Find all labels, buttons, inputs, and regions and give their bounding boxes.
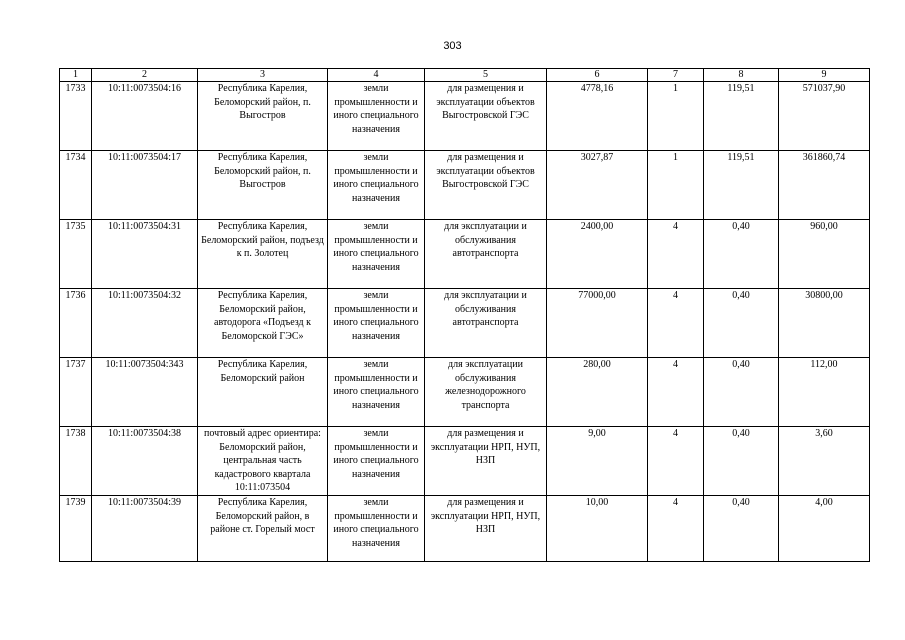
row-number: 1736	[60, 289, 92, 358]
permitted-use-cell: для эксплуатации и обслуживания автотранспорта	[425, 220, 547, 289]
rate-cell: 0,40	[704, 289, 779, 358]
cadastral-number: 10:11:0073504:38	[92, 427, 198, 496]
area-cell: 280,00	[547, 358, 648, 427]
group-cell: 1	[648, 82, 704, 151]
row-number: 1735	[60, 220, 92, 289]
table-row	[60, 289, 870, 358]
table-row	[60, 358, 870, 427]
land-category-cell: земли промышленности и иного специального назначения	[328, 82, 425, 151]
land-category-cell: земли промышленности и иного специального назначения	[328, 220, 425, 289]
value-cell: 960,00	[779, 220, 870, 289]
row-number: 1733	[60, 82, 92, 151]
column-header: 9	[779, 69, 870, 82]
rate-cell: 119,51	[704, 151, 779, 220]
rate-cell: 0,40	[704, 358, 779, 427]
area-cell: 3027,87	[547, 151, 648, 220]
permitted-use-cell: для эксплуатации обслуживания железнодорожного транспорта	[425, 358, 547, 427]
table-row	[60, 427, 870, 496]
column-header: 2	[92, 69, 198, 82]
column-header: 8	[704, 69, 779, 82]
table-row	[60, 220, 870, 289]
cadastral-number: 10:11:0073504:39	[92, 496, 198, 562]
value-cell: 4,00	[779, 496, 870, 562]
address-cell: Республика Карелия, Беломорский район, автодорога «Подъезд к Беломорской ГЭС»	[198, 289, 328, 358]
row-number: 1734	[60, 151, 92, 220]
area-cell: 4778,16	[547, 82, 648, 151]
address-cell: почтовый адрес ориентира: Беломорский район, центральная часть кадастрового квартала 10:11:073504	[198, 427, 328, 496]
column-header: 5	[425, 69, 547, 82]
land-category-cell: земли промышленности и иного специального назначения	[328, 496, 425, 562]
value-cell: 112,00	[779, 358, 870, 427]
rate-cell: 0,40	[704, 496, 779, 562]
group-cell: 1	[648, 151, 704, 220]
land-category-cell: земли промышленности и иного специального назначения	[328, 289, 425, 358]
address-cell: Республика Карелия, Беломорский район, в районе ст. Горелый мост	[198, 496, 328, 562]
area-cell: 77000,00	[547, 289, 648, 358]
land-plots-table	[59, 68, 870, 562]
area-cell: 9,00	[547, 427, 648, 496]
group-cell: 4	[648, 496, 704, 562]
cadastral-number: 10:11:0073504:17	[92, 151, 198, 220]
land-category-cell: земли промышленности и иного специального назначения	[328, 358, 425, 427]
cadastral-number: 10:11:0073504:16	[92, 82, 198, 151]
group-cell: 4	[648, 220, 704, 289]
row-number: 1737	[60, 358, 92, 427]
address-cell: Республика Карелия, Беломорский район, п. Выгостров	[198, 82, 328, 151]
address-cell: Республика Карелия, Беломорский район, подъезд к п. Золотец	[198, 220, 328, 289]
cadastral-number: 10:11:0073504:32	[92, 289, 198, 358]
table-row	[60, 496, 870, 562]
value-cell: 3,60	[779, 427, 870, 496]
rate-cell: 0,40	[704, 220, 779, 289]
permitted-use-cell: для эксплуатации и обслуживания автотранспорта	[425, 289, 547, 358]
address-cell: Республика Карелия, Беломорский район	[198, 358, 328, 427]
value-cell: 571037,90	[779, 82, 870, 151]
value-cell: 30800,00	[779, 289, 870, 358]
page-number: 303	[443, 40, 462, 52]
land-category-cell: земли промышленности и иного специального назначения	[328, 427, 425, 496]
permitted-use-cell: для размещения и эксплуатации объектов Выгостровской ГЭС	[425, 82, 547, 151]
rate-cell: 119,51	[704, 82, 779, 151]
group-cell: 4	[648, 427, 704, 496]
land-category-cell: земли промышленности и иного специального назначения	[328, 151, 425, 220]
cadastral-number: 10:11:0073504:343	[92, 358, 198, 427]
rate-cell: 0,40	[704, 427, 779, 496]
group-cell: 4	[648, 289, 704, 358]
table-row	[60, 151, 870, 220]
permitted-use-cell: для размещения и эксплуатации НРП, НУП, НЗП	[425, 496, 547, 562]
column-header: 3	[198, 69, 328, 82]
row-number: 1738	[60, 427, 92, 496]
value-cell: 361860,74	[779, 151, 870, 220]
address-cell: Республика Карелия, Беломорский район, п. Выгостров	[198, 151, 328, 220]
column-header: 4	[328, 69, 425, 82]
column-header: 6	[547, 69, 648, 82]
table-header-row	[60, 69, 870, 82]
row-number: 1739	[60, 496, 92, 562]
permitted-use-cell: для размещения и эксплуатации НРП, НУП, НЗП	[425, 427, 547, 496]
area-cell: 10,00	[547, 496, 648, 562]
cadastral-number: 10:11:0073504:31	[92, 220, 198, 289]
column-header: 1	[60, 69, 92, 82]
table-row	[60, 82, 870, 151]
group-cell: 4	[648, 358, 704, 427]
area-cell: 2400,00	[547, 220, 648, 289]
permitted-use-cell: для размещения и эксплуатации объектов Выгостровской ГЭС	[425, 151, 547, 220]
column-header: 7	[648, 69, 704, 82]
